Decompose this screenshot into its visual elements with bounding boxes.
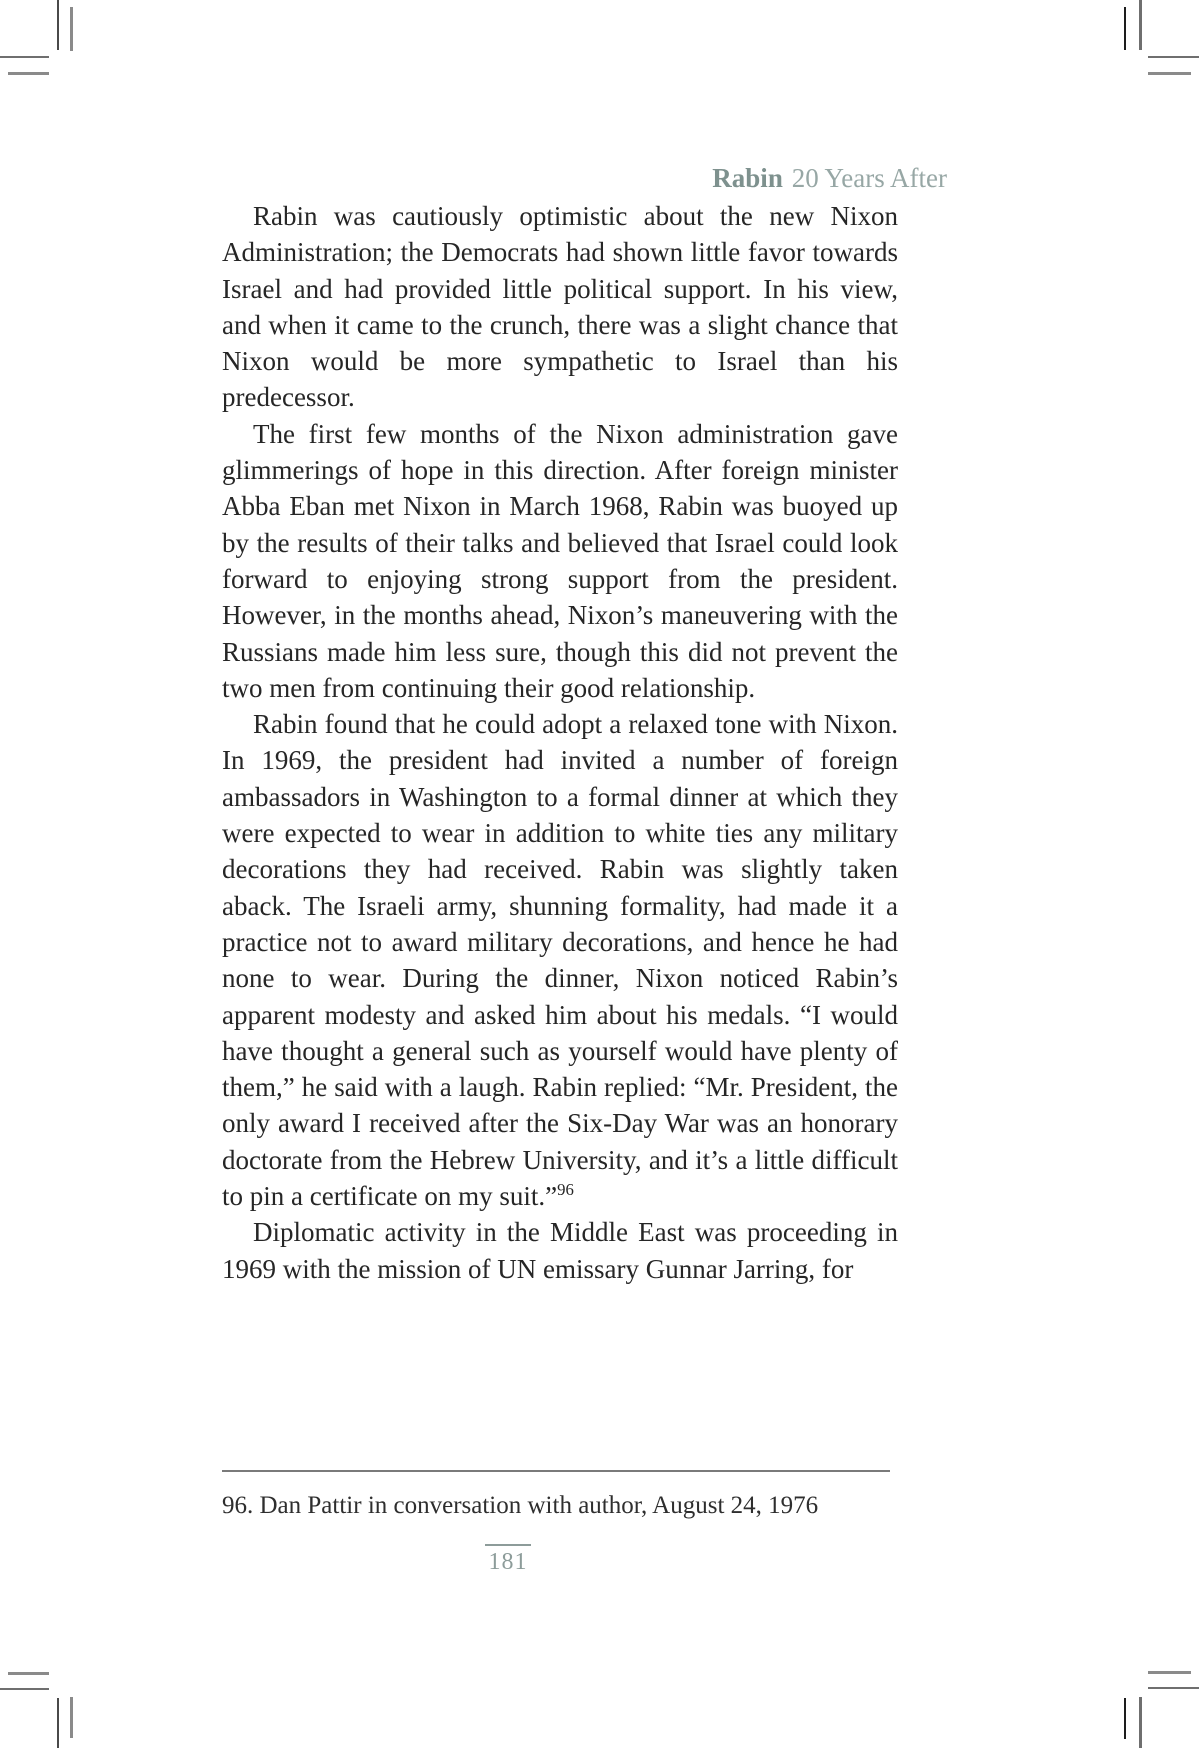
crop-mark-line (1124, 7, 1126, 50)
paragraph-3-text: Rabin found that he could adopt a relaxed tone with Nixon. In 1969, the president had invited a number of foreign ambassadors in Washington to a formal dinner at which they were expected to wear in addition to white ties any military decorations they had received. Rabin was slightly taken aback. The Israeli army, shunning formality, had made it a practice not to award military decorations, and hence he had none to wear. During the dinner, Nixon noticed Rabin’s apparent modesty and asked him about his medals. “I would have thought a general such as yourself would have plenty of them,” he said with a laugh. Rabin replied: “Mr. President, the only award I received after the Six-Day War was an honorary doctorate from the Hebrew University, and it’s a little difficult to pin a certificate on my suit.” (222, 709, 898, 1212)
crop-mark-line (1148, 1687, 1199, 1689)
paragraph-4-text: Diplomatic activity in the Middle East was proceeding in 1969 with the mission of UN emissary Gunnar Jarring, for (222, 1217, 898, 1284)
running-header-subtitle: 20 Years After (791, 163, 947, 193)
crop-mark-line (1139, 1697, 1142, 1748)
crop-mark-line (1148, 56, 1199, 58)
page-number-rule (485, 1544, 531, 1546)
crop-mark-line (8, 1672, 49, 1675)
paragraph-2 (222, 416, 898, 706)
crop-mark-line (0, 1688, 49, 1690)
page-number: 181 (488, 1549, 528, 1575)
paragraph-3 (222, 706, 898, 1214)
paragraph-4 (222, 1214, 898, 1287)
crop-mark-line (1124, 1698, 1126, 1739)
crop-mark-line (57, 1698, 59, 1748)
paragraph-2-text: The first few months of the Nixon administration gave glimmerings of hope in this direction. After foreign minister Abba Eban met Nixon in March 1968, Rabin was buoyed up by the results of their talks and believed that Israel could look forward to enjoying strong support from the president. However, in the months ahead, Nixon’s maneuvering with the Russians made him less sure, though this did not prevent the two men from continuing their good relationship. (222, 418, 898, 703)
crop-mark-line (1148, 72, 1191, 75)
crop-mark-line (70, 7, 73, 51)
body-text-block (222, 198, 898, 1287)
crop-mark-line (0, 56, 49, 58)
page-number-block (468, 1544, 548, 1576)
crop-mark-line (70, 1697, 73, 1738)
running-header-book-title: Rabin (712, 163, 783, 193)
crop-mark-line (8, 72, 49, 75)
paragraph-1-text: Rabin was cautiously optimistic about the new Nixon Administration; the Democrats had shown little favor towards Israel and had provided little political support. In his view, and when it came to the crunch, there was a slight chance that Nixon would be more sympathetic to Israel than his predecessor. (222, 201, 898, 413)
footnote-divider (222, 1470, 890, 1472)
paragraph-1 (222, 198, 898, 416)
footnote: 96. Dan Pattir in conversation with author, August 24, 1976 (222, 1492, 819, 1519)
crop-mark-line (57, 0, 59, 50)
footnote-reference: 96 (557, 1180, 574, 1200)
crop-mark-line (1148, 1671, 1191, 1674)
crop-mark-line (1139, 0, 1142, 50)
running-header (712, 163, 947, 194)
